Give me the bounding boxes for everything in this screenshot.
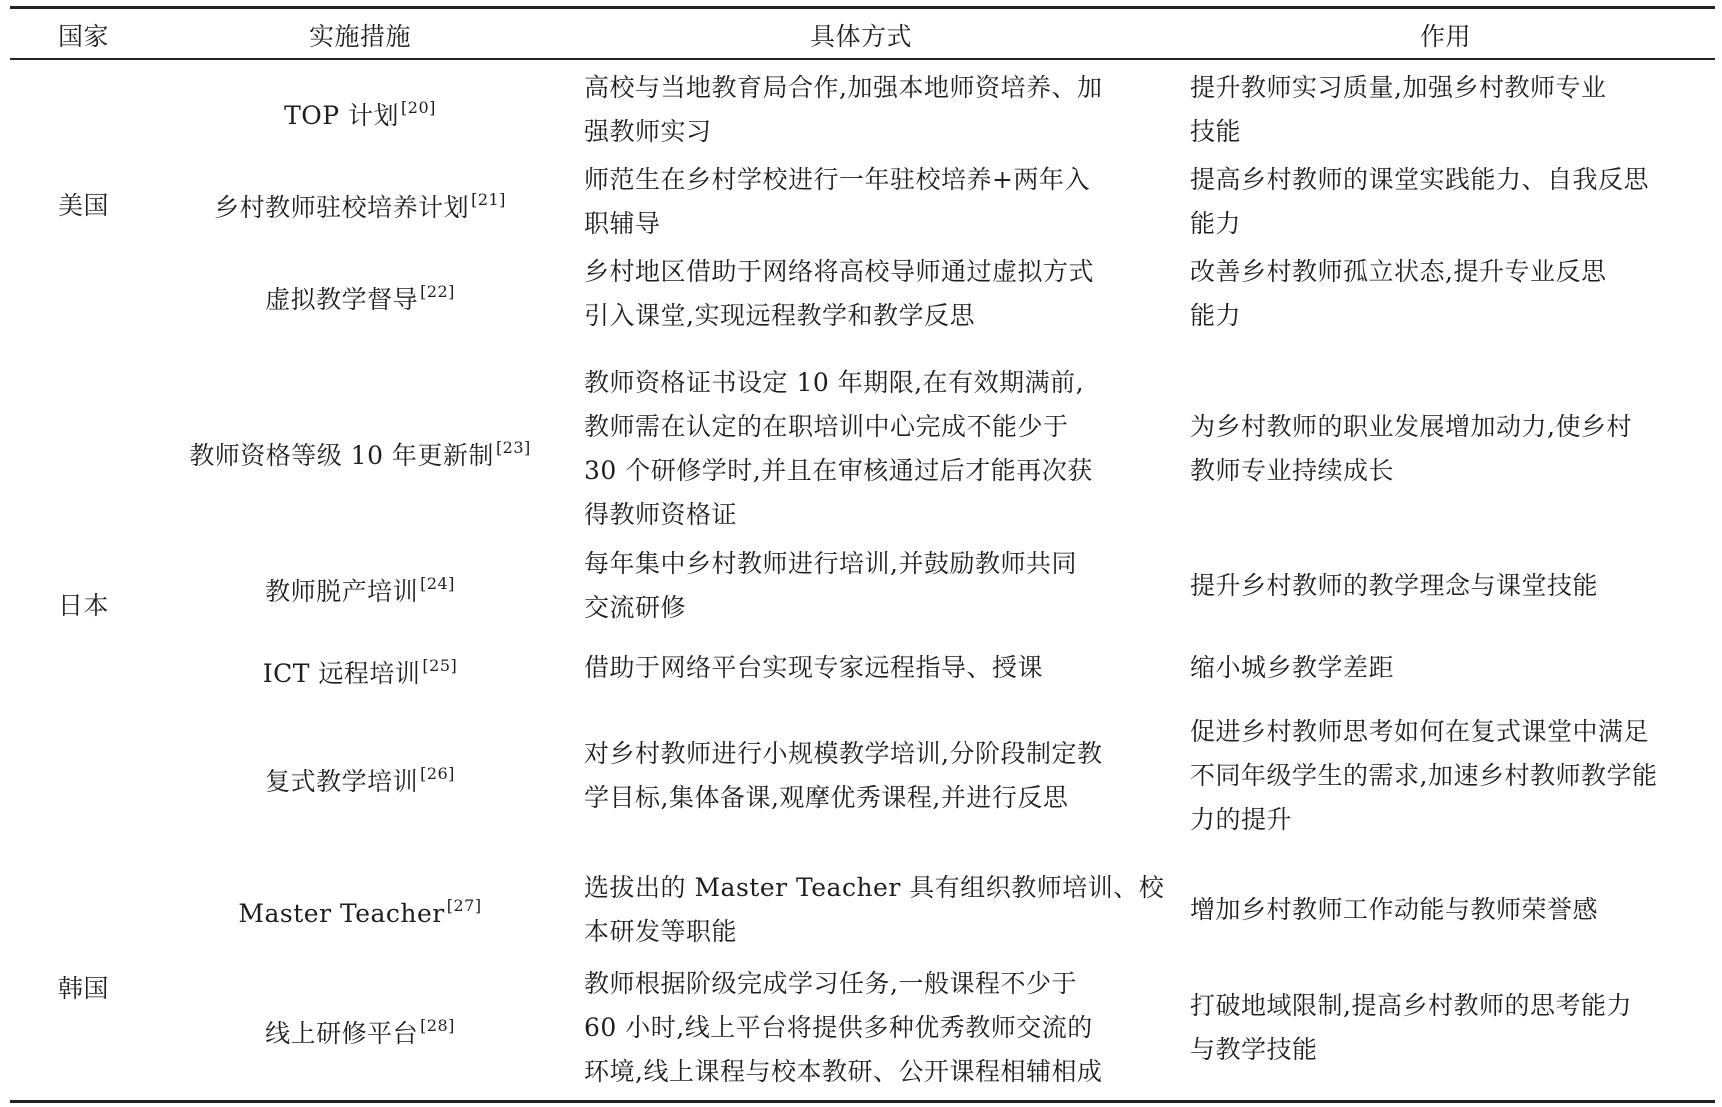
measure-rural-residency: 乡村教师驻校培养计划 [21]: [214, 190, 506, 222]
measure-top-plan: TOP 计划 [20]: [284, 98, 436, 130]
effect-cell: 打破地域限制,提高乡村教师的思考能力 与教学技能: [1190, 991, 1632, 1064]
method-cell: 乡村地区借助于网络将高校导师通过虚拟方式 引入课堂,实现远程教学和教学反思: [584, 257, 1095, 330]
header-measure: 实施措施: [308, 22, 411, 51]
table-bottom-rule: [10, 1100, 1715, 1103]
header-country: 国家: [58, 22, 110, 51]
effect-cell: 促进乡村教师思考如何在复式课堂中满足 不同年级学生的需求,加速乡村教师教学能 力的提升: [1190, 717, 1658, 834]
measure-master-teacher: Master Teacher [27]: [238, 896, 482, 928]
header-effect: 作用: [1420, 22, 1472, 51]
measure-off-job-training: 教师脱产培训 [24]: [265, 574, 455, 606]
country-japan: 日本: [58, 591, 110, 620]
method-cell: 教师资格证书设定 10 年期限,在有效期满前, 教师需在认定的在职培训中心完成不能少于 30 个研修学时,并且在审核通过后才能再次获 得教师资格证: [584, 368, 1093, 529]
effect-cell: 提高乡村教师的课堂实践能力、自我反思 能力: [1190, 165, 1650, 238]
effect-cell: 提升乡村教师的教学理念与课堂技能: [1190, 571, 1599, 600]
effect-cell: 改善乡村教师孤立状态,提升专业反思 能力: [1190, 257, 1607, 330]
measure-ict-training: ICT 远程培训 [25]: [262, 656, 458, 688]
method-cell: 借助于网络平台实现专家远程指导、授课: [584, 653, 1044, 682]
method-cell: 教师根据阶级完成学习任务,一般课程不少于 60 小时,线上平台将提供多种优秀教师交流的 环境,线上课程与校本教研、公开课程相辅相成: [584, 969, 1103, 1086]
measure-license-renewal: 教师资格等级 10 年更新制 [23]: [189, 438, 531, 470]
measure-virtual-supervision: 虚拟教学督导 [22]: [265, 282, 455, 314]
country-usa: 美国: [58, 191, 110, 220]
effect-cell: 提升教师实习质量,加强乡村教师专业 技能: [1190, 73, 1607, 146]
effect-cell: 增加乡村教师工作动能与教师荣誉感: [1190, 895, 1599, 924]
effect-cell: 为乡村教师的职业发展增加动力,使乡村 教师专业持续成长: [1190, 412, 1632, 485]
method-cell: 师范生在乡村学校进行一年驻校培养+两年入 职辅导: [584, 165, 1090, 238]
effect-cell: 缩小城乡教学差距: [1190, 653, 1395, 682]
method-cell: 对乡村教师进行小规模教学培训,分阶段制定教 学目标,集体备课,观摩优秀课程,并进行反思: [584, 739, 1103, 812]
table-top-rule: [10, 6, 1715, 9]
measure-multigrade-training: 复式教学培训 [26]: [265, 764, 455, 796]
method-cell: 高校与当地教育局合作,加强本地师资培养、加 强教师实习: [584, 73, 1103, 146]
header-method: 具体方式: [810, 22, 913, 51]
method-cell: 每年集中乡村教师进行培训,并鼓励教师共同 交流研修: [584, 549, 1077, 622]
table-header-rule: [10, 58, 1715, 60]
country-korea: 韩国: [58, 974, 110, 1003]
method-cell: 选拔出的 Master Teacher 具有组织教师培训、校 本研发等职能: [584, 873, 1165, 946]
measure-online-platform: 线上研修平台 [28]: [265, 1016, 455, 1048]
